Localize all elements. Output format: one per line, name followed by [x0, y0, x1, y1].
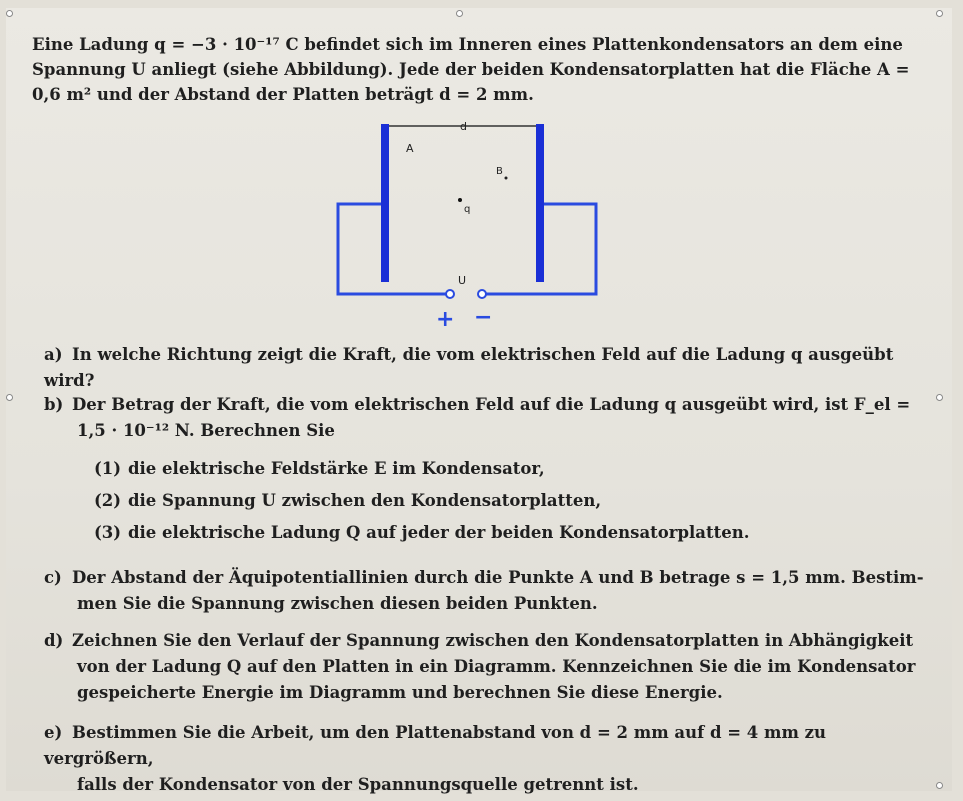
- label-a: A: [406, 142, 414, 155]
- point-b-dot: [505, 177, 508, 180]
- distance-marker: [388, 120, 536, 133]
- question-a-label: a): [44, 345, 63, 364]
- item-2-text: die Spannung U zwischen den Kondensatorplatten,: [128, 491, 602, 510]
- punch-hole-top-right: [936, 10, 943, 17]
- punch-hole-mid-left: [6, 394, 13, 401]
- left-terminal: [446, 290, 454, 298]
- left-plate: [381, 124, 389, 282]
- charge-dot: [458, 198, 462, 202]
- punch-hole-top-left: [6, 10, 13, 17]
- question-d-line-2: von der Ladung Q auf den Platten in ein Diagramm. Kennzeichnen Sie die im Kondensator: [77, 657, 916, 676]
- item-2-label: (2): [94, 491, 122, 510]
- worksheet-page: [6, 8, 952, 794]
- question-e-label: e): [44, 723, 63, 742]
- question-e-line-1: Bestimmen Sie die Arbeit, um den Plattenabstand von d = 2 mm auf d = 4 mm zu vergrößern,: [44, 723, 827, 768]
- question-b-item-2: [94, 488, 601, 514]
- item-1-text: die elektrische Feldstärke E im Kondensator,: [128, 459, 545, 478]
- punch-hole-mid-right: [936, 394, 943, 401]
- label-d: d: [460, 120, 467, 133]
- question-b-label: b): [44, 395, 64, 414]
- question-b-item-1: [94, 456, 545, 482]
- question-a: [44, 342, 924, 394]
- minus-sign: −: [474, 305, 493, 330]
- capacitor-diagram: [326, 116, 626, 331]
- right-plate: [536, 124, 544, 282]
- left-wire: [338, 204, 446, 294]
- item-1-label: (1): [94, 459, 122, 478]
- question-d: [44, 628, 924, 706]
- question-b-line-1: Der Betrag der Kraft, die vom elektrischen Feld auf die Ladung q ausgeübt wird, ist F_el =: [72, 395, 911, 414]
- question-c-label: c): [44, 568, 62, 587]
- intro-line-3: 0,6 m² und der Abstand der Platten beträgt d = 2 mm.: [32, 85, 534, 104]
- question-b-item-3: [94, 520, 749, 546]
- question-d-line-1: Zeichnen Sie den Verlauf der Spannung zwischen den Kondensatorplatten in Abhängigkeit: [72, 631, 914, 650]
- punch-hole-bottom-right: [936, 782, 943, 789]
- question-d-line-3: gespeicherte Energie im Diagramm und berechnen Sie diese Energie.: [77, 683, 723, 702]
- right-terminal: [478, 290, 486, 298]
- question-a-text: In welche Richtung zeigt die Kraft, die vom elektrischen Feld auf die Ladung q ausgeübt wird?: [44, 345, 894, 390]
- question-e-line-2: falls der Kondensator von der Spannungsquelle getrennt ist.: [77, 775, 639, 794]
- intro-line-2: Spannung U anliegt (siehe Abbildung). Jede der beiden Kondensatorplatten hat die Fläche A =: [32, 60, 910, 79]
- plus-sign: +: [436, 307, 455, 331]
- label-q: q: [464, 204, 471, 215]
- question-c-line-1: Der Abstand der Äquipotentiallinien durch die Punkte A und B betrage s = 1,5 mm. Bestim-: [72, 568, 924, 587]
- question-b: [44, 392, 924, 444]
- intro-line-1: Eine Ladung q = −3 · 10⁻¹⁷ C befindet sich im Inneren eines Plattenkondensators an dem eine: [32, 35, 903, 54]
- question-c-line-2: men Sie die Spannung zwischen diesen beiden Punkten.: [77, 594, 598, 613]
- question-b-line-2: 1,5 · 10⁻¹² N. Berechnen Sie: [77, 421, 335, 440]
- label-b: B: [496, 166, 503, 177]
- item-3-label: (3): [94, 523, 122, 542]
- question-c: [44, 565, 924, 617]
- problem-intro: [32, 32, 924, 107]
- punch-hole-top-center: [456, 10, 463, 17]
- item-3-text: die elektrische Ladung Q auf jeder der beiden Kondensatorplatten.: [128, 523, 750, 542]
- question-e: [44, 720, 924, 798]
- question-d-label: d): [44, 631, 64, 650]
- label-u: U: [458, 274, 467, 287]
